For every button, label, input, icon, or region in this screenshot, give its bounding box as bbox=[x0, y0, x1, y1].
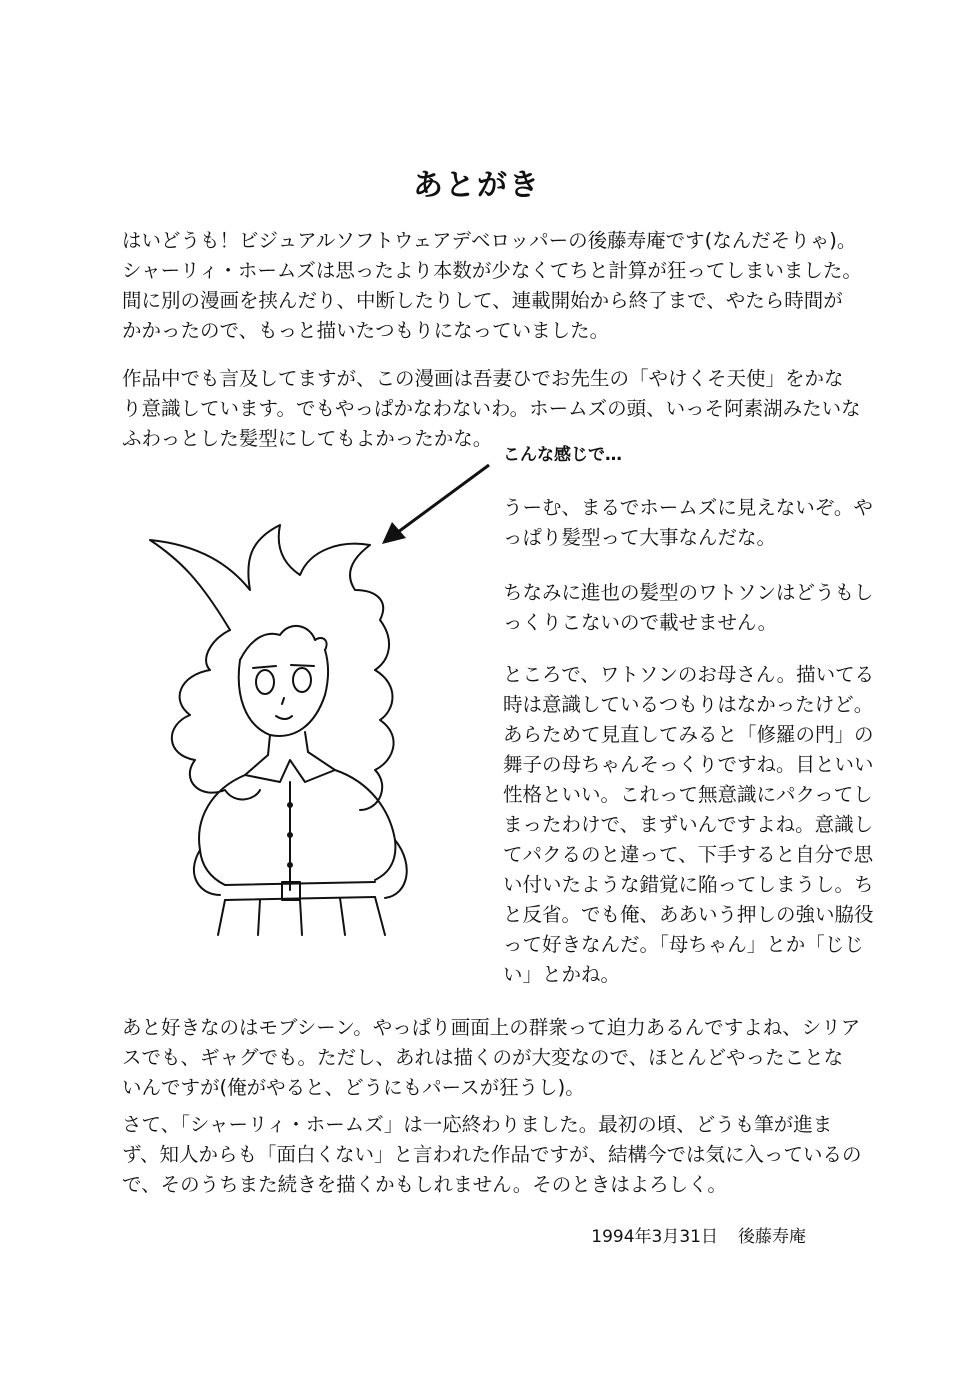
character-illustration bbox=[140, 520, 440, 940]
side-text-hairstyle: うーむ、まるでホームズに見えないぞ。やっぱり髪型って大事なんだな。 bbox=[503, 496, 873, 549]
paragraph-conclusion: さて、「シャーリィ・ホームズ」は一応終わりました。最初の頃、どうも筆が進まず、知人からも「面白くない」と言われた作品ですが、結構今では気に入っているので、そのうちまた続きを描くかもしれません。そのときはよろしく。 bbox=[122, 1113, 862, 1196]
illustration-caption: こんな感じで… bbox=[503, 445, 622, 465]
paragraph-influence: 作品中でも言及してますが、この漫画は吾妻ひでお先生の「やけくそ天使」をかなり意識しています。でもやっぱかなわないわ。ホームズの頭、いっそ阿素湖みたいなふわっとした髪型にしてもよかったかな。 bbox=[122, 367, 861, 450]
side-text-watson: ちなみに進也の髪型のワトソンはどうもしっくりこないので載せません。 bbox=[503, 581, 874, 634]
signature bbox=[591, 1222, 806, 1247]
page-title: あとがき bbox=[413, 168, 541, 203]
signature-author: 後藤寿庵 bbox=[738, 1227, 806, 1247]
signature-date: 1994年3月31日 bbox=[591, 1227, 718, 1247]
paragraph-mob-scenes: あと好きなのはモブシーン。やっぱり画面上の群衆って迫力あるんですよね、シリアスでも、ギャグでも。ただし、あれは描くのが大変なので、ほとんどやったことないんですが(俺がやると、どうにもパースが狂うし)。 bbox=[122, 1016, 861, 1099]
paragraph-intro: はいどうも！ビジュアルソフトウェアデベロッパーの後藤寿庵です(なんだそりゃ)。シャーリィ・ホームズは思ったより本数が少なくてちと計算が狂ってしまいました。間に別の漫画を挟んだり、中断したりして、連載開始から終了まで、やたら時間がかかったので、もっと描いたつもりになっていました。 bbox=[122, 229, 862, 342]
side-text-mother: ところで、ワトソンのお母さん。描いてる時は意識しているつもりはなかったけど。あらためて見直してみると「修羅の門」の舞子の母ちゃんそっくりですね。目といい性格といい。これって無意識にパクってしまったわけで、まずいんですよね。意識してパクるのと違って、下手すると自分で思い付いたような錯覚に陥ってしまうし。ちと反省。でも俺、ああいう押しの強い脇役って好きなんだ。「母ちゃん」とか「じじい」とかね。 bbox=[503, 663, 875, 986]
